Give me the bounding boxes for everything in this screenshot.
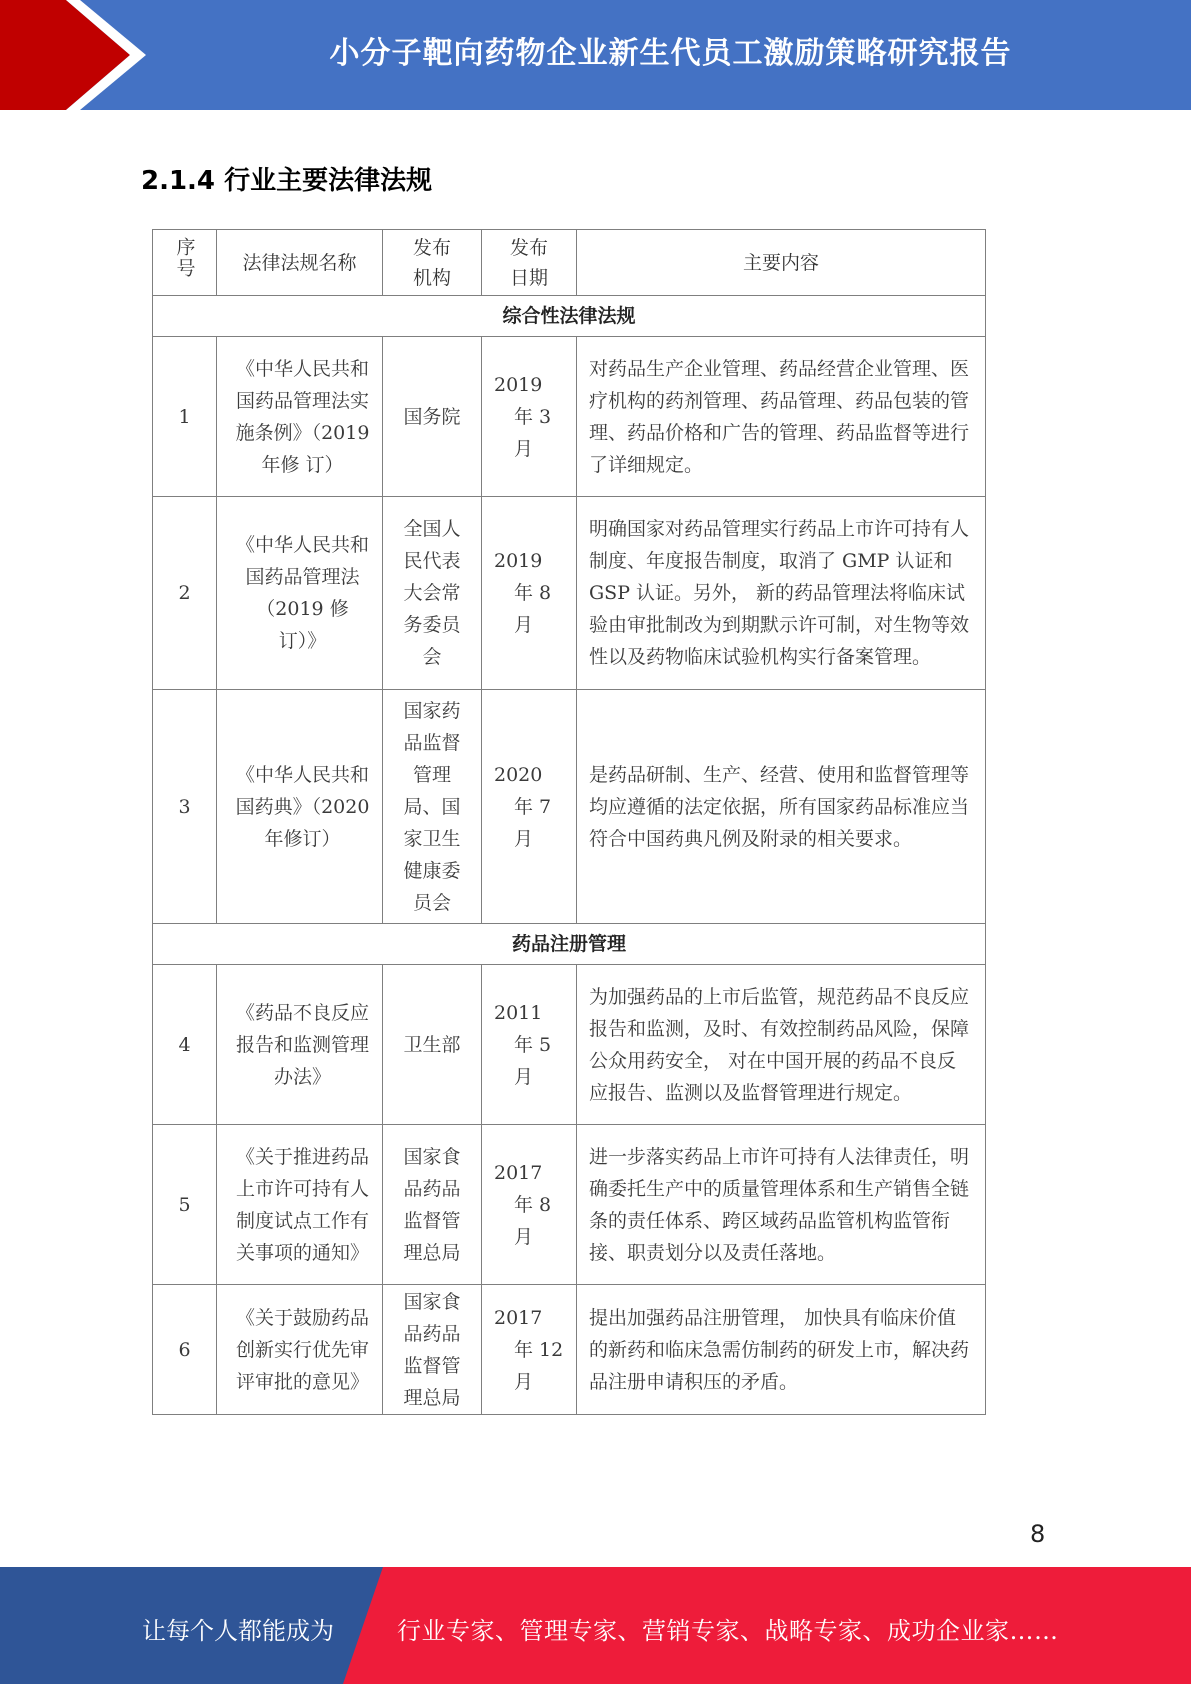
cell-main-content: 是药品研制、生产、经营、使用和监督管理等均应遵循的法定依据，所有国家药品标准应当符合中国药典凡例及附录的相关要求。: [577, 690, 986, 924]
cell-date-part: 月: [514, 827, 534, 850]
category-row: [153, 924, 986, 965]
cell-date-part: 月: [514, 1225, 534, 1248]
law-table: [152, 229, 986, 1415]
cell-issuer-text: 国家食品药品监督管理总局: [403, 1290, 461, 1409]
table-row: [153, 497, 986, 690]
cell-law-name: 《中华人民共和国药品管理法（2019 修 订）》: [217, 497, 383, 690]
header-date-text: 发布日期: [509, 236, 548, 289]
cell-law-name: 《关于推进药品上市许可持有人制度试点工作有关事项的通知》: [217, 1125, 383, 1285]
cell-issuer-text: 国家药品监督管理局、国家卫生健康委员会: [403, 699, 461, 914]
footer-slogan-right: 行业专家、管理专家、营销专家、战略专家、成功企业家……: [397, 1617, 1059, 1645]
cell-date-part: 2017: [494, 1306, 543, 1329]
cell-date: [482, 1285, 577, 1415]
cell-main-content: 提出加强药品注册管理， 加快具有临床价值的新药和临床急需仿制药的研发上市，解决药品注册申请积压的矛盾。: [577, 1285, 986, 1415]
cell-law-name: 《药品不良反应报告和监测管理办法》: [217, 965, 383, 1125]
cell-date-part: 2020: [494, 763, 543, 786]
table-row: [153, 1285, 986, 1415]
cell-seq: 5: [153, 1125, 217, 1285]
cell-date-part: 年 7: [514, 795, 552, 818]
cell-issuer-text: 卫生部: [403, 1033, 461, 1056]
header-org-text: 发布机构: [412, 236, 451, 289]
cell-issuer: [383, 497, 482, 690]
header-red-chevron: [0, 0, 160, 110]
cell-date-part: 2019: [494, 373, 543, 396]
cell-date-part: 月: [514, 1370, 534, 1393]
cell-issuer-text: 国家食品药品监督管理总局: [403, 1145, 461, 1264]
table-row: [153, 337, 986, 497]
cell-date-part: 年 3: [514, 405, 552, 428]
cell-main-content: 对药品生产企业管理、药品经营企业管理、医疗机构的药剂管理、药品管理、药品包装的管理、药品价格和广告的管理、药品监督等进行了详细规定。: [577, 337, 986, 497]
table-header-row: [153, 230, 986, 296]
cell-issuer-text: 国务院: [403, 405, 461, 428]
cell-date-part: 月: [514, 1065, 534, 1088]
page-number: 8: [1030, 1520, 1046, 1548]
cell-date-part: 月: [514, 614, 534, 636]
header-seq: 序号: [153, 230, 217, 296]
cell-issuer: [383, 965, 482, 1125]
header-date: [482, 230, 577, 296]
cell-main-content: 进一步落实药品上市许可持有人法律责任，明确委托生产中的质量管理体系和生产销售全链条的责任体系、跨区域药品监管机构监管衔接、职责划分以及责任落地。: [577, 1125, 986, 1285]
cell-date: [482, 690, 577, 924]
table-row: [153, 965, 986, 1125]
page-header: [0, 0, 1191, 110]
header-content: 主要内容: [577, 230, 986, 296]
cell-law-name: 《关于鼓励药品创新实行优先审评审批的意见》: [217, 1285, 383, 1415]
cell-seq: 4: [153, 965, 217, 1125]
cell-date-part: 年 5: [514, 1033, 552, 1056]
category-label: 综合性法律法规: [153, 296, 986, 337]
cell-issuer-text: 全国人民代表大会常务委员会: [403, 518, 461, 668]
header-org: [383, 230, 482, 296]
cell-date-part: 月: [514, 437, 534, 460]
header-title: 小分子靶向药物企业新生代员工激励策略研究报告: [329, 36, 1012, 71]
cell-date-part: 2017: [494, 1161, 543, 1184]
cell-issuer: [383, 690, 482, 924]
cell-date-part: 年 8: [514, 582, 552, 604]
cell-law-name: 《中华人民共和国药品管理法实施条例》（2019 年修 订）: [217, 337, 383, 497]
cell-seq: 2: [153, 497, 217, 690]
section-heading: 2.1.4 行业主要法律法规: [141, 166, 433, 196]
page-footer: [0, 1567, 1191, 1684]
category-row: [153, 296, 986, 337]
cell-date-part: 年 8: [514, 1193, 552, 1216]
cell-date-part: 2011: [494, 1001, 543, 1024]
category-label: 药品注册管理: [153, 924, 986, 965]
cell-issuer: [383, 1285, 482, 1415]
cell-main-content: 明确国家对药品管理实行药品上市许可持有人制度、年度报告制度，取消了 GMP 认证和 GSP 认证。另外， 新的药品管理法将临床试验由审批制改为到期默示许可制，对生物等效性以及药物临床试验机构实行备案管理。: [577, 497, 986, 690]
cell-date-part: 2019: [494, 550, 543, 572]
cell-date: [482, 497, 577, 690]
cell-law-name: 《中华人民共和国药典》（2020 年修订）: [217, 690, 383, 924]
cell-date-part: 年 12: [514, 1338, 564, 1361]
cell-seq: 1: [153, 337, 217, 497]
cell-issuer: [383, 1125, 482, 1285]
cell-seq: 3: [153, 690, 217, 924]
cell-seq: 6: [153, 1285, 217, 1415]
cell-date: [482, 965, 577, 1125]
cell-issuer: [383, 337, 482, 497]
header-name: 法律法规名称: [217, 230, 383, 296]
table-row: [153, 1125, 986, 1285]
cell-date: [482, 1125, 577, 1285]
table-row: [153, 690, 986, 924]
cell-main-content: 为加强药品的上市后监管，规范药品不良反应报告和监测，及时、有效控制药品风险，保障公众用药安全， 对在中国开展的药品不良反应报告、监测以及监督管理进行规定。: [577, 965, 986, 1125]
footer-slogan-left: 让每个人都能成为: [142, 1617, 334, 1645]
cell-date: [482, 337, 577, 497]
